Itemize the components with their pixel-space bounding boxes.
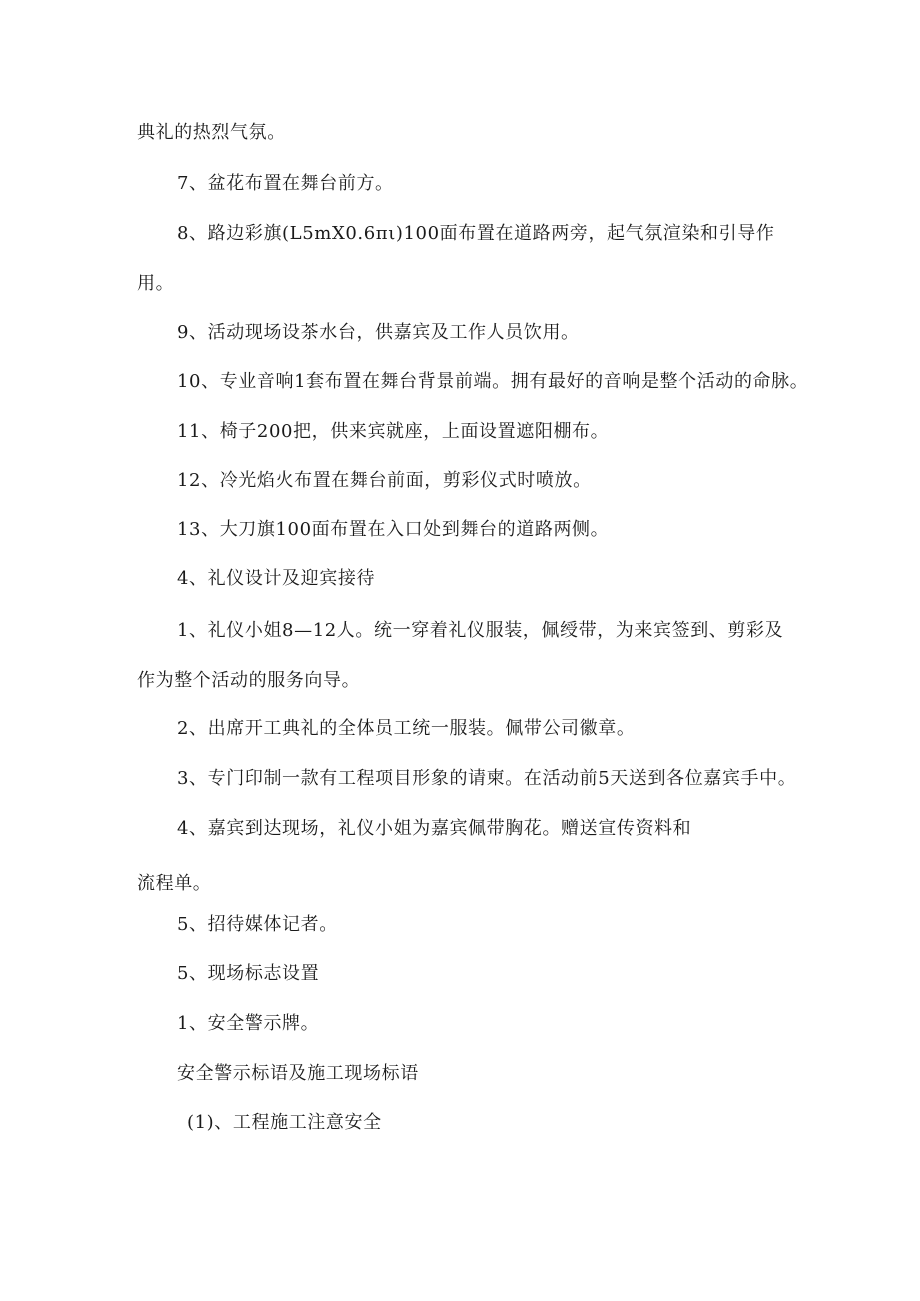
text-line-etiquette-4-cont: 流程单。 (137, 873, 212, 894)
text-line-item-7: 7、盆花布置在舞台前方。 (177, 173, 394, 194)
text-line-item-8-cont: 用。 (137, 273, 175, 294)
text-line-item-13: 13、大刀旗100面布置在入口处到舞台的道路两侧。 (177, 519, 610, 540)
text-line-etiquette-2: 2、出席开工典礼的全体员工统一服装。佩带公司徽章。 (177, 718, 636, 739)
text-line-signage-1: 1、安全警示牌。 (177, 1013, 320, 1034)
text-line-etiquette-5: 5、招待媒体记者。 (177, 914, 338, 935)
text-line-signage-subtitle: 安全警示标语及施工现场标语 (177, 1063, 419, 1084)
text-line-etiquette-3: 3、专门印制一款有工程项目形象的请柬。在活动前5天送到各位嘉宾手中。 (177, 768, 797, 789)
text-line-etiquette-1-cont: 作为整个活动的服务向导。 (137, 670, 361, 691)
text-line-etiquette-1: 1、礼仪小姐8—12人。统一穿着礼仪服装，佩绶带，为来宾签到、剪彩及 (177, 620, 784, 641)
section-heading-etiquette: 4、礼仪设计及迎宾接待 (177, 568, 376, 589)
section-heading-signage: 5、现场标志设置 (177, 963, 320, 984)
text-line-item-11: 11、椅子200把，供来宾就座，上面设置遮阳棚布。 (177, 421, 610, 442)
text-line-item-12: 12、冷光焰火布置在舞台前面，剪彩仪式时喷放。 (177, 470, 592, 491)
text-line-etiquette-4: 4、嘉宾到达现场，礼仪小姐为嘉宾佩带胸花。赠送宣传资料和 (177, 818, 692, 839)
text-line-item-10: 10、专业音响1套布置在舞台背景前端。拥有最好的音响是整个活动的命脉。 (177, 371, 809, 392)
text-line-item-9: 9、活动现场设茶水台，供嘉宾及工作人员饮用。 (177, 322, 580, 343)
text-line-item-8: 8、路边彩旗(L5mX0.6πι)100面布置在道路两旁，起气氛渲染和引导作 (177, 223, 775, 244)
text-line-signage-item-1: (1)、工程施工注意安全 (187, 1112, 382, 1133)
text-line-continuation: 典礼的热烈气氛。 (137, 122, 286, 143)
